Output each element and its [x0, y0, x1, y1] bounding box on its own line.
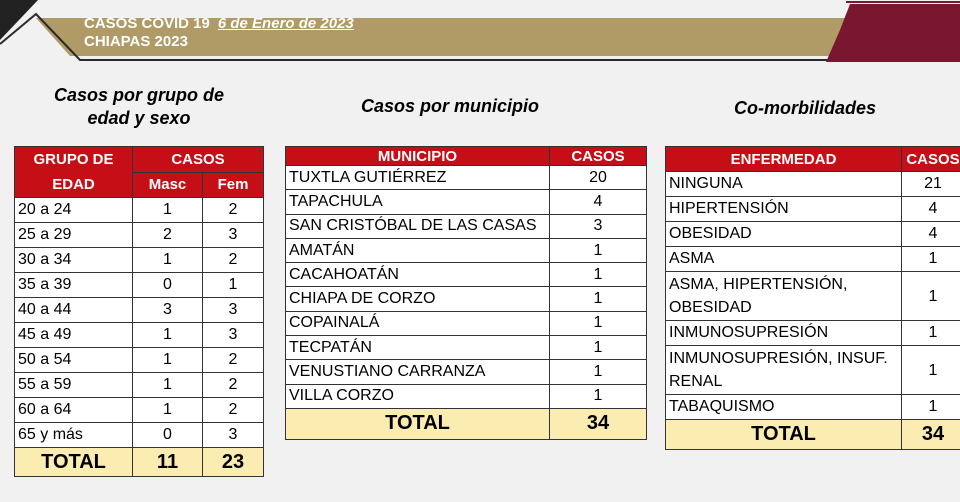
comorbidity-section-title: Co-morbilidades [733, 98, 876, 118]
total-label: TOTAL [286, 408, 550, 439]
disease-cases: 1 [902, 272, 960, 321]
municipio-name: VENUSTIANO CARRANZA [286, 360, 550, 384]
disease-name: INMUNOSUPRESIÓN [666, 321, 902, 346]
table-row [15, 298, 264, 323]
header-dark-corner [0, 0, 38, 40]
disease-cases: 21 [902, 172, 960, 197]
table-row [286, 287, 647, 311]
masc-count: 2 [133, 223, 203, 248]
comorbidity-table-body [666, 172, 960, 420]
table-row [15, 273, 264, 298]
table-row [666, 321, 960, 346]
municipio-name: CACAHOATÁN [286, 263, 550, 287]
header-group: GRUPO DE EDAD [15, 147, 133, 198]
total-label: TOTAL [15, 448, 133, 477]
municipio-cases: 1 [550, 384, 647, 408]
age-group: 30 a 34 [15, 248, 133, 273]
disease-name: ASMA [666, 247, 902, 272]
comorbidity-table [665, 146, 960, 450]
fem-count: 1 [203, 273, 264, 298]
table-row [15, 323, 264, 348]
total-label: TOTAL [666, 420, 902, 450]
municipio-name: TAPACHULA [286, 190, 550, 214]
header-line1: CASOS COVID 19 [84, 15, 210, 32]
table-row [666, 272, 960, 321]
masc-count: 1 [133, 398, 203, 423]
table-row [15, 248, 264, 273]
total-value: 34 [550, 408, 647, 439]
age-group: 65 y más [15, 423, 133, 448]
disease-name: HIPERTENSIÓN [666, 197, 902, 222]
table-row [286, 214, 647, 238]
masc-count: 1 [133, 248, 203, 273]
disease-cases: 1 [902, 346, 960, 395]
municipio-cases: 1 [550, 263, 647, 287]
municipio-table-body [286, 166, 647, 409]
municipio-cases: 1 [550, 336, 647, 360]
masc-count: 1 [133, 323, 203, 348]
age-group: 50 a 54 [15, 348, 133, 373]
municipio-name: TECPATÁN [286, 336, 550, 360]
municipio-cases: 1 [550, 287, 647, 311]
disease-cases: 4 [902, 222, 960, 247]
table-row [666, 222, 960, 247]
table-row [286, 360, 647, 384]
age-group: 25 a 29 [15, 223, 133, 248]
age-total-row [15, 448, 264, 477]
fem-count: 2 [203, 248, 264, 273]
municipio-name: COPAINALÁ [286, 311, 550, 335]
table-row [286, 336, 647, 360]
table-row [286, 166, 647, 190]
table-row [15, 348, 264, 373]
header-masc: Masc [133, 172, 203, 198]
age-group: 40 a 44 [15, 298, 133, 323]
municipio-name: TUXTLA GUTIÉRREZ [286, 166, 550, 190]
municipio-cases: 20 [550, 166, 647, 190]
table-row [286, 238, 647, 262]
masc-count: 0 [133, 273, 203, 298]
header-fem: Fem [203, 172, 264, 198]
disease-name: INMUNOSUPRESIÓN, INSUF. RENAL [666, 346, 902, 395]
municipio-cases: 1 [550, 311, 647, 335]
header-municipio: MUNICIPIO [286, 147, 550, 166]
total-value: 34 [902, 420, 960, 450]
age-sex-table [14, 146, 264, 477]
table-row [286, 190, 647, 214]
fem-count: 2 [203, 398, 264, 423]
fem-count: 2 [203, 373, 264, 398]
table-row [666, 172, 960, 197]
disease-name: OBESIDAD [666, 222, 902, 247]
municipio-name: SAN CRISTÓBAL DE LAS CASAS [286, 214, 550, 238]
masc-count: 1 [133, 373, 203, 398]
age-group: 60 a 64 [15, 398, 133, 423]
header-line2: CHIAPAS 2023 [84, 33, 188, 50]
municipio-section-title: Casos por municipio [360, 96, 540, 116]
masc-count: 1 [133, 198, 203, 223]
table-row [666, 247, 960, 272]
disease-name: TABAQUISMO [666, 395, 902, 420]
municipio-name: CHIAPA DE CORZO [286, 287, 550, 311]
masc-count: 1 [133, 348, 203, 373]
table-row [666, 346, 960, 395]
fem-count: 3 [203, 298, 264, 323]
municipio-cases: 3 [550, 214, 647, 238]
header-cases: CASOS [550, 147, 647, 166]
header-maroon-tab [826, 4, 960, 62]
total-masc: 11 [133, 448, 203, 477]
municipio-total-row [286, 408, 647, 439]
comorbidity-total-row [666, 420, 960, 450]
masc-count: 0 [133, 423, 203, 448]
total-fem: 23 [203, 448, 264, 477]
table-row [15, 223, 264, 248]
disease-cases: 1 [902, 321, 960, 346]
municipio-cases: 1 [550, 360, 647, 384]
age-group: 55 a 59 [15, 373, 133, 398]
table-row [666, 395, 960, 420]
fem-count: 2 [203, 198, 264, 223]
disease-cases: 1 [902, 247, 960, 272]
fem-count: 3 [203, 223, 264, 248]
header-disease: ENFERMEDAD [666, 147, 902, 172]
table-row [666, 197, 960, 222]
header-cases: CASOS [133, 147, 264, 173]
age-group: 20 a 24 [15, 198, 133, 223]
municipio-cases: 1 [550, 238, 647, 262]
table-row [15, 198, 264, 223]
fem-count: 3 [203, 323, 264, 348]
header-title [84, 15, 354, 51]
municipio-table [285, 146, 647, 440]
header-date: 6 de Enero de 2023 [217, 15, 354, 32]
disease-cases: 4 [902, 197, 960, 222]
disease-cases: 1 [902, 395, 960, 420]
table-row [15, 373, 264, 398]
municipio-cases: 4 [550, 190, 647, 214]
table-row [15, 423, 264, 448]
fem-count: 2 [203, 348, 264, 373]
masc-count: 3 [133, 298, 203, 323]
table-row [286, 311, 647, 335]
fem-count: 3 [203, 423, 264, 448]
table-row [286, 384, 647, 408]
municipio-name: VILLA CORZO [286, 384, 550, 408]
age-group: 35 a 39 [15, 273, 133, 298]
table-row [286, 263, 647, 287]
table-row [15, 398, 264, 423]
disease-name: NINGUNA [666, 172, 902, 197]
age-section-title: Casos por grupo de edad y sexo [53, 85, 224, 128]
disease-name: ASMA, HIPERTENSIÓN, OBESIDAD [666, 272, 902, 321]
age-group: 45 a 49 [15, 323, 133, 348]
header-cases: CASOS [902, 147, 960, 172]
municipio-name: AMATÁN [286, 238, 550, 262]
age-table-body [15, 198, 264, 448]
